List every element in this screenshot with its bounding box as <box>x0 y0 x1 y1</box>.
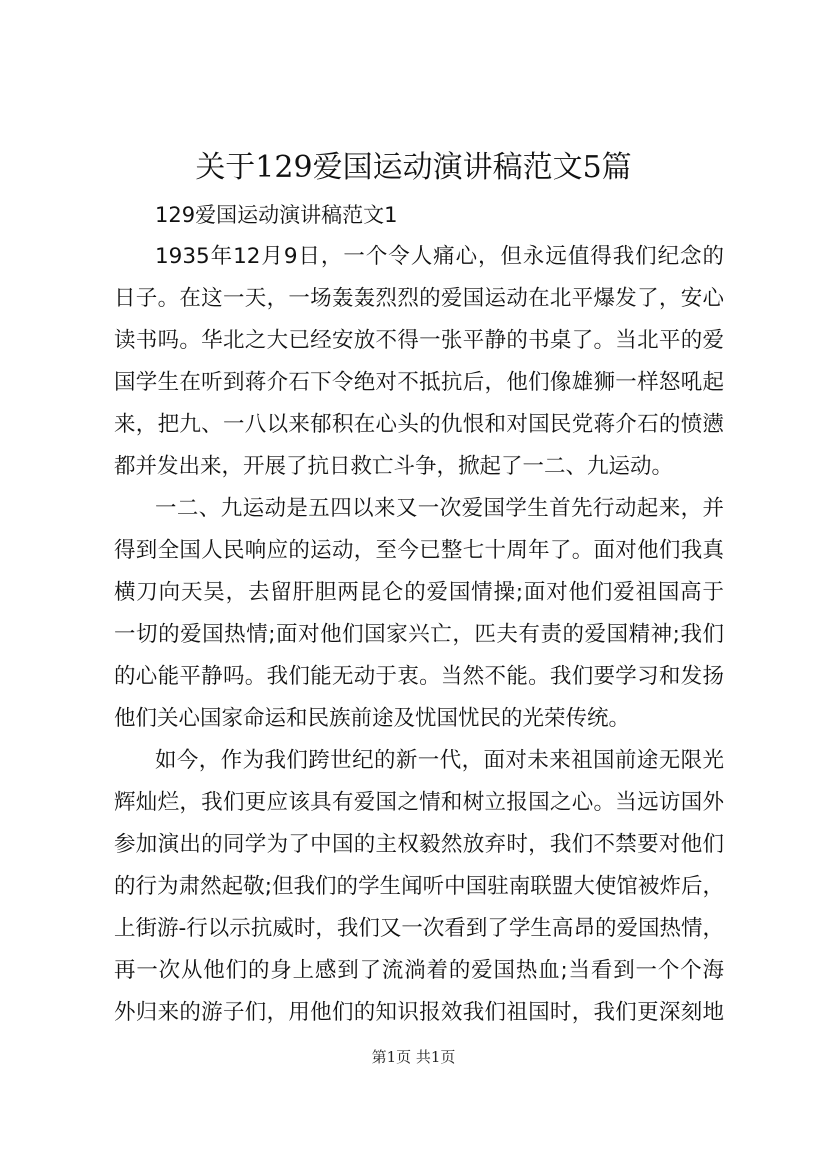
section-heading: 129爱国运动演讲稿范文1 <box>155 203 398 227</box>
paragraph-line: 都并发出来，开展了抗日救亡斗争，掀起了一二、九运动。 <box>114 454 674 479</box>
paragraph-line: 的行为肃然起敬;但我们的学生闻听中国驻南联盟大使馆被炸后， <box>114 874 724 899</box>
paragraph-line: 得到全国人民响应的运动，至今已整七十周年了。面对他们我真 <box>114 538 724 563</box>
paragraph-line: 辉灿烂，我们更应该具有爱国之情和树立报国之心。当远访国外 <box>114 790 724 815</box>
paragraph-line: 的心能平静吗。我们能无动于衷。当然不能。我们要学习和发扬 <box>114 664 724 689</box>
paragraph-line: 参加演出的同学为了中国的主权毅然放弃时，我们不禁要对他们 <box>114 832 724 857</box>
document-title: 关于129爱国运动演讲稿范文5篇 <box>195 150 632 185</box>
paragraph-line: 上街游-行以示抗威时，我们又一次看到了学生高昂的爱国热情， <box>114 916 724 941</box>
paragraph-line: 他们关心国家命运和民族前途及忧国忧民的光荣传统。 <box>114 706 631 731</box>
page-footer: 第1页 共1页 <box>371 1048 456 1066</box>
paragraph-line: 再一次从他们的身上感到了流淌着的爱国热血;当看到一个个海 <box>114 958 724 983</box>
paragraph-line: 来，把九、一八以来郁积在心头的仇恨和对国民党蒋介石的愤懑 <box>114 412 724 437</box>
paragraph-line: 外归来的游子们，用他们的知识报效我们祖国时，我们更深刻地 <box>114 1000 724 1025</box>
paragraph-line: 读书吗。华北之大已经安放不得一张平静的书桌了。当北平的爱 <box>114 328 724 353</box>
paragraph-line: 日子。在这一天，一场轰轰烈烈的爱国运动在北平爆发了，安心 <box>114 286 724 311</box>
paragraph-line: 如今，作为我们跨世纪的新一代，面对未来祖国前途无限光 <box>155 748 724 773</box>
paragraph-line: 横刀向天吴，去留肝胆两昆仑的爱国情操;面对他们爱祖国高于 <box>114 580 724 605</box>
paragraph-line: 国学生在听到蒋介石下令绝对不抵抗后，他们像雄狮一样怒吼起 <box>114 370 724 395</box>
paragraph-line: 一二、九运动是五四以来又一次爱国学生首先行动起来，并 <box>155 496 724 521</box>
paragraph-line: 1935年12月9日，一个令人痛心，但永远值得我们纪念的 <box>155 244 724 269</box>
paragraph-line: 一切的爱国热情;面对他们国家兴亡，匹夫有责的爱国精神;我们 <box>114 622 724 647</box>
